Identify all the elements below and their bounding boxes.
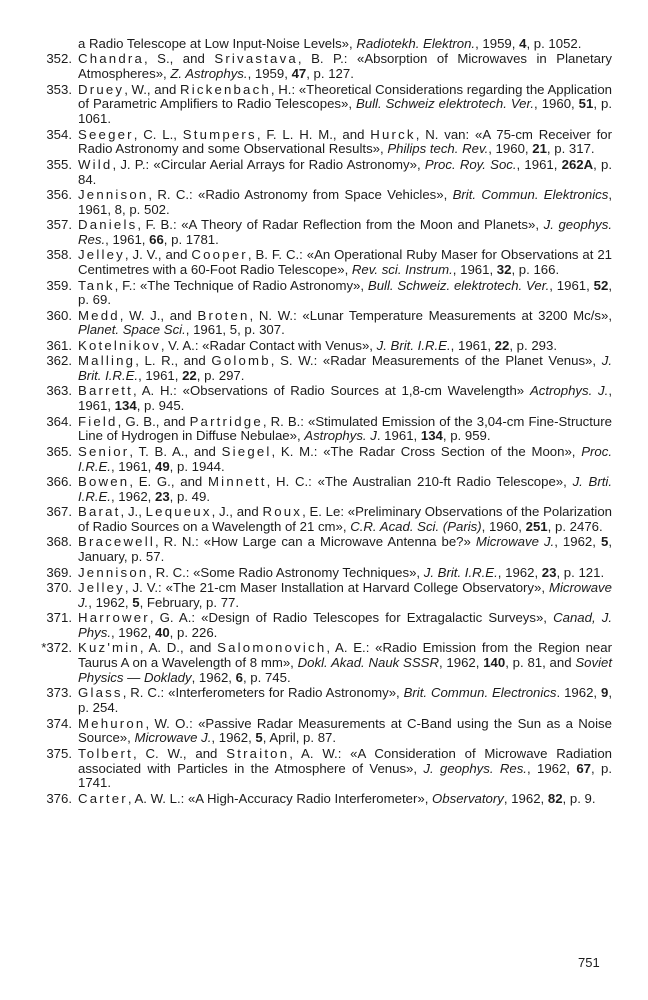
reference-fragment: , R. B.: «Stimulated Emission of the 3,04-cm Fine-Structure Line of Hydrogen in Diffuse Nebulae», [78,413,612,444]
volume-number: 134 [114,398,137,414]
reference-entry [36,445,612,475]
author-name: Rickenbach [180,81,271,97]
reference-entry [36,354,612,384]
reference-fragment: , B. F. C.: «An Operational Ruby Maser for Observations at 21 Centimetres with a 60-Foot Radio Telescope», [78,247,612,278]
reference-text [78,247,612,277]
volume-number: 51 [578,96,594,112]
author-name: Bowen [78,474,130,490]
journal-title: Rev. sci. Instrum. [351,262,453,278]
reference-fragment: , F. L. H. M., and [256,126,371,142]
reference-number: 353. [46,81,72,97]
author-name: Medd [78,307,120,323]
reference-fragment: , 1962, [497,564,542,580]
journal-title: Astrophys. J [304,428,377,444]
reference-text [78,414,612,444]
volume-number: 21 [532,141,547,157]
author-name: Salomonovich [217,640,327,656]
reference-entry [36,83,612,127]
reference-fragment: , F. B.: «A Theory of Radar Reflection from the Moon and Planets», [137,217,544,233]
volume-number: 5 [132,594,140,610]
reference-fragment: , p. 81, and [505,655,576,671]
reference-fragment: , L. R., and [135,353,212,369]
reference-number: 366. [46,474,72,490]
reference-text [78,504,612,534]
reference-fragment: . 1961, [376,428,421,444]
volume-number: 66 [149,231,164,247]
reference-fragment: , p. 84. [78,156,612,187]
volume-number: 52 [593,277,609,293]
reference-fragment: , A. W.: «A Consideration of Microwave Radiation associated with Particles in the Atmosphere of Venus», [78,745,612,776]
author-name: Barat [78,504,121,520]
reference-number: 373. [46,685,72,701]
reference-fragment: , J. V.: «The 21-cm Maser Installation at Harvard College Observatory», [124,579,549,595]
author-name: Broten [197,307,250,323]
reference-fragment: , H.: «Theoretical Considerations regarding the Application of Parametric Amplifiers to Radio Telescopes», [78,81,612,112]
reference-fragment: , A. D., and [139,640,218,656]
reference-text [78,746,612,791]
volume-number: 23 [154,488,170,504]
reference-fragment: , R. C.: «Interferometers for Radio Astronomy», [122,685,404,701]
journal-title: J. geophys. Res. [78,217,613,247]
volume-number: 251 [525,519,548,534]
author-name: Siegel [221,443,272,459]
reference-entry [36,641,612,685]
author-name: Druey [78,81,125,97]
author-name: Glass [78,685,123,701]
journal-title: Microwave J. [134,730,212,746]
reference-entry [36,566,612,581]
reference-fragment: , A. W. L.: «A High-Accuracy Radio Interferometer», [127,790,433,806]
reference-fragment: , 1962, [191,669,236,685]
volume-number: 4 [519,36,527,51]
author-name: Cooper [191,247,248,263]
reference-text [78,580,612,610]
reference-fragment: , A. H.: «Observations of Radio Sources at 1,8-cm Wavelength» [132,383,530,399]
reference-fragment: , C. L., [133,126,183,142]
author-name: Carter [78,790,128,806]
reference-fragment: , N. W.: «Lunar Temperature Measurements at 3200 Mc/s», [249,307,612,323]
reference-text [78,157,612,187]
journal-title: Proc. I.R.E. [78,443,613,474]
reference-fragment: , H. C.: «The Australian 210-ft Radio Telescope», [266,474,573,490]
reference-fragment: , p. 9. [562,790,596,806]
reference-text [78,383,612,413]
volume-number: 134 [420,428,443,444]
journal-title: J. Brit. I.R.E. [78,353,612,384]
author-name: Bracewell [78,534,155,550]
reference-fragment: , p. 293. [509,337,557,353]
volume-number: 82 [547,790,563,806]
reference-fragment: , W. O.: «Passive Radar Measurements at C-Band using the Sun as a Noise Source», [78,715,612,746]
reference-entry [36,717,612,747]
reference-number: 370. [46,579,72,595]
journal-title: Proc. Roy. Soc. [424,156,517,172]
reference-entry [36,158,612,188]
reference-text [78,640,612,685]
reference-fragment: , p. 127. [306,66,354,82]
reference-fragment: , p. 1061. [78,96,612,127]
reference-fragment: , 1961, [516,156,562,172]
author-name: Jelley [78,247,125,263]
reference-fragment: , 1962, [110,624,155,640]
journal-title: Radiotekh. Elektron. [356,36,476,51]
author-name: Daniels [78,217,138,233]
author-name: Stumpers [182,126,257,142]
reference-text [78,338,557,353]
author-name: Field [78,413,118,429]
volume-number: 32 [496,262,512,278]
reference-number: 361. [46,337,72,353]
author-name: Senior [78,443,130,459]
reference-fragment: , p. 297. [196,368,245,384]
reference-fragment: , p. 1052. [526,36,582,51]
reference-text [78,51,612,81]
journal-title: Microwave J. [78,579,612,610]
reference-fragment: , J., [120,504,146,520]
reference-fragment: , p. 254. [78,685,612,716]
reference-fragment: , p. 2476. [547,519,603,534]
reference-number: 360. [46,307,72,323]
reference-fragment: , p. 49. [169,488,210,504]
reference-fragment: , January, p. 57. [78,534,612,565]
reference-fragment: , April, p. 87. [262,730,337,746]
reference-entry [36,309,612,339]
reference-number: 352. [46,51,72,67]
reference-fragment: , 1962, [211,730,256,746]
reference-number: 356. [46,186,72,202]
journal-title: Brit. Commun. Electronics [403,685,557,701]
journal-title: J. Brti. I.R.E. [78,474,613,504]
reference-text [78,36,581,51]
author-name: Srivastava [214,51,298,67]
reference-entry [36,747,612,791]
journal-title: J. geophys. Res. [423,760,527,776]
volume-number: 22 [182,368,197,384]
reference-number: 376. [46,790,72,806]
reference-fragment: , 1961, [110,458,155,474]
reference-fragment: , R. N.: «How Large can a Microwave Antenna be?» [154,534,476,550]
reference-text [78,474,612,504]
journal-title: Soviet Physics — Doklady [78,655,613,685]
journal-title: Dokl. Akad. Nauk SSSR [297,655,439,671]
author-name: Kuz'min [78,640,140,656]
reference-fragment: , p. 1741. [78,760,612,791]
reference-number: 369. [46,564,72,580]
reference-entry [36,188,612,218]
journal-title: Actrophys. J. [529,383,609,399]
author-name: Mehuron [78,715,146,731]
reference-entry [36,128,612,158]
reference-list [36,37,612,807]
reference-number: 363. [46,383,72,399]
reference-fragment: , T. B. A., and [129,443,222,459]
reference-entry [36,792,612,807]
reference-fragment: , W., and [124,81,180,97]
author-name: Lequeux [145,504,212,520]
journal-title: Bull. Schweiz elektrotech. Ver. [355,96,535,112]
volume-number: 40 [154,624,170,640]
author-name: Jennison [78,186,149,202]
reference-text [78,685,612,715]
reference-fragment: , p. 166. [511,262,560,278]
author-name: Jennison [78,564,149,580]
reference-entry [36,535,612,565]
author-name: Malling [78,353,136,369]
reference-fragment: , 1960, [481,519,526,534]
journal-title: Brit. Commun. Elektronics [452,186,609,202]
reference-fragment: , p. 121. [556,564,605,580]
reference-fragment: , V. A.: «Radar Contact with Venus», [160,337,377,353]
reference-text [78,308,612,338]
reference-fragment: . 1962, [556,685,601,701]
reference-entry [36,384,612,414]
reference-fragment: , S., and [144,51,215,67]
reference-number: 358. [46,247,72,263]
author-name: Roux [262,504,303,520]
reference-fragment: , F.: «The Technique of Radio Astronomy», [114,277,368,293]
journal-title: C.R. Acad. Sci. (Paris) [350,519,482,534]
volume-number: 5 [255,730,263,746]
reference-number: 354. [46,126,72,142]
author-name: Barrett [78,383,133,399]
reference-text [78,82,612,127]
reference-entry [36,581,612,611]
volume-number: 23 [541,564,557,580]
reference-fragment: , 1959, [247,66,292,82]
reference-number: 355. [46,156,72,172]
author-name: Jelley [78,579,125,595]
reference-fragment: , p. 69. [78,277,612,308]
reference-fragment: , p. 1781. [163,231,219,247]
reference-fragment: , C. W., and [132,745,227,761]
author-name: Seeger [78,126,134,142]
reference-fragment: , 1961, [452,262,497,278]
reference-number: 375. [46,745,72,761]
reference-fragment: , 1962, [554,534,601,550]
reference-fragment: , 1961, [105,231,150,247]
reference-fragment: , G. A.: «Design of Radio Telescopes for Extragalactic Surveys», [149,610,554,626]
reference-entry [36,611,612,641]
reference-text [78,610,612,640]
reference-entry [36,52,612,82]
reference-entry [36,505,612,535]
reference-number: 371. [46,610,72,626]
author-name: Golomb [211,353,271,369]
reference-fragment: , p. 745. [242,669,291,685]
reference-fragment: , J. V., and [124,247,192,263]
reference-fragment: , A. E.: «Radio Emission from the Region near Taurus A on a Wavelength of 8 mm», [78,640,612,671]
reference-text [78,217,612,247]
author-name: Minnett [208,474,267,490]
reference-fragment: , 1962, [503,790,548,806]
volume-number: 140 [483,655,506,671]
reference-fragment: , February, p. 77. [139,594,240,610]
author-name: Tolbert [78,745,133,761]
reference-text [78,534,612,564]
reference-fragment: , 1961, 8, p. 502. [78,186,612,217]
reference-fragment: , E. G., and [129,474,208,490]
reference-fragment: , N. van: «A 75-cm Receiver for Radio Astronomy and some Observational Results», [78,126,612,157]
journal-title: Canad, J. Phys. [78,610,612,640]
reference-fragment: , K. M.: «The Radar Cross Section of the Moon», [271,443,582,459]
reference-fragment: , 1962, [110,488,155,504]
journal-title: Bull. Schweiz. elektrotech. Ver. [367,277,550,293]
reference-entry [36,339,612,354]
author-name: Chandra [78,51,144,67]
volume-number: 22 [494,337,510,353]
author-name: Partridge [189,413,263,429]
reference-fragment: , 1959, [475,36,520,51]
author-name: Hurck [370,126,416,142]
reference-text [78,565,604,580]
reference-text [78,127,612,157]
reference-text [78,353,612,383]
reference-text [78,278,612,308]
reference-entry [36,415,612,445]
journal-title: J. Brit. I.R.E. [376,337,451,353]
author-name: Tank [78,277,115,293]
reference-fragment: , p. 226. [169,624,218,640]
volume-number: 6 [235,669,243,685]
reference-number: 357. [46,217,72,233]
volume-number: 67 [576,760,591,776]
reference-fragment: , 1960, [534,96,579,112]
reference-text [78,716,612,746]
volume-number: 9 [600,685,609,701]
reference-fragment: , J., and [211,504,263,520]
reference-fragment: , p. 1944. [169,458,225,474]
reference-fragment: , J. P.: «Circular Aerial Arrays for Radio Astronomy», [112,156,425,172]
reference-number: 362. [46,353,72,369]
reference-fragment: , 1961, [450,337,495,353]
reference-entry [36,279,612,309]
reference-fragment: , 1961, [78,383,612,414]
reference-text [78,791,596,806]
reference-fragment: , 1962, [526,760,577,776]
author-name: Kotelnikov [78,337,161,353]
reference-number: 368. [46,534,72,550]
reference-entry [36,218,612,248]
reference-number: 374. [46,715,72,731]
reference-fragment: , S. W.: «Radar Measurements of the Planet Venus», [270,353,602,369]
reference-fragment: , 1961, [138,368,183,384]
reference-fragment: , W. J., and [119,307,198,323]
author-name: Straiton [226,745,290,761]
reference-fragment: , p. 317. [546,141,595,157]
reference-fragment: , E. Le: «Preliminary Observations of the Polarization of Radio Sources on a Wavelength of 21 cm», [78,504,612,534]
reference-number: 367. [46,504,72,520]
journal-title: Observatory [432,790,504,806]
reference-fragment: , p. 959. [442,428,491,444]
reference-number: 359. [46,277,72,293]
volume-number: 262A [561,156,594,172]
reference-fragment: , p. 945. [136,398,185,414]
reference-fragment: , G. B., and [117,413,190,429]
reference-continuation [36,37,612,52]
reference-number: 365. [46,443,72,459]
reference-fragment: , R. C.: «Some Radio Astronomy Techniques», [148,564,424,580]
reference-entry [36,686,612,716]
volume-number: 49 [154,458,170,474]
journal-title: J. Brit. I.R.E. [423,564,498,580]
reference-fragment: , R. C.: «Radio Astronomy from Space Vehicles», [148,186,453,202]
reference-fragment: , 1961, 5, p. 307. [185,322,285,338]
journal-title: Microwave J. [475,534,555,550]
reference-fragment: , 1962, [88,594,133,610]
author-name: Wild [78,156,113,172]
reference-fragment: , B. P.: «Absorption of Microwaves in Planetary Atmospheres», [78,51,612,82]
volume-number: 5 [600,534,609,550]
reference-text [78,187,612,217]
page-number: 751 [578,955,600,970]
reference-entry [36,248,612,278]
reference-fragment: a Radio Telescope at Low Input-Noise Levels», [78,36,357,51]
journal-title: Z. Astrophys. [170,66,248,82]
reference-number: *372. [41,640,72,656]
reference-entry [36,475,612,505]
journal-title: Planet. Space Sci. [78,322,186,338]
reference-number: 364. [46,413,72,429]
reference-fragment: , 1960, [488,141,533,157]
reference-fragment: , 1962, [438,655,484,671]
volume-number: 47 [291,66,307,82]
author-name: Harrower [78,610,150,626]
reference-fragment: , 1961, [549,277,594,293]
reference-text [78,444,612,474]
journal-title: Philips tech. Rev. [387,141,489,157]
